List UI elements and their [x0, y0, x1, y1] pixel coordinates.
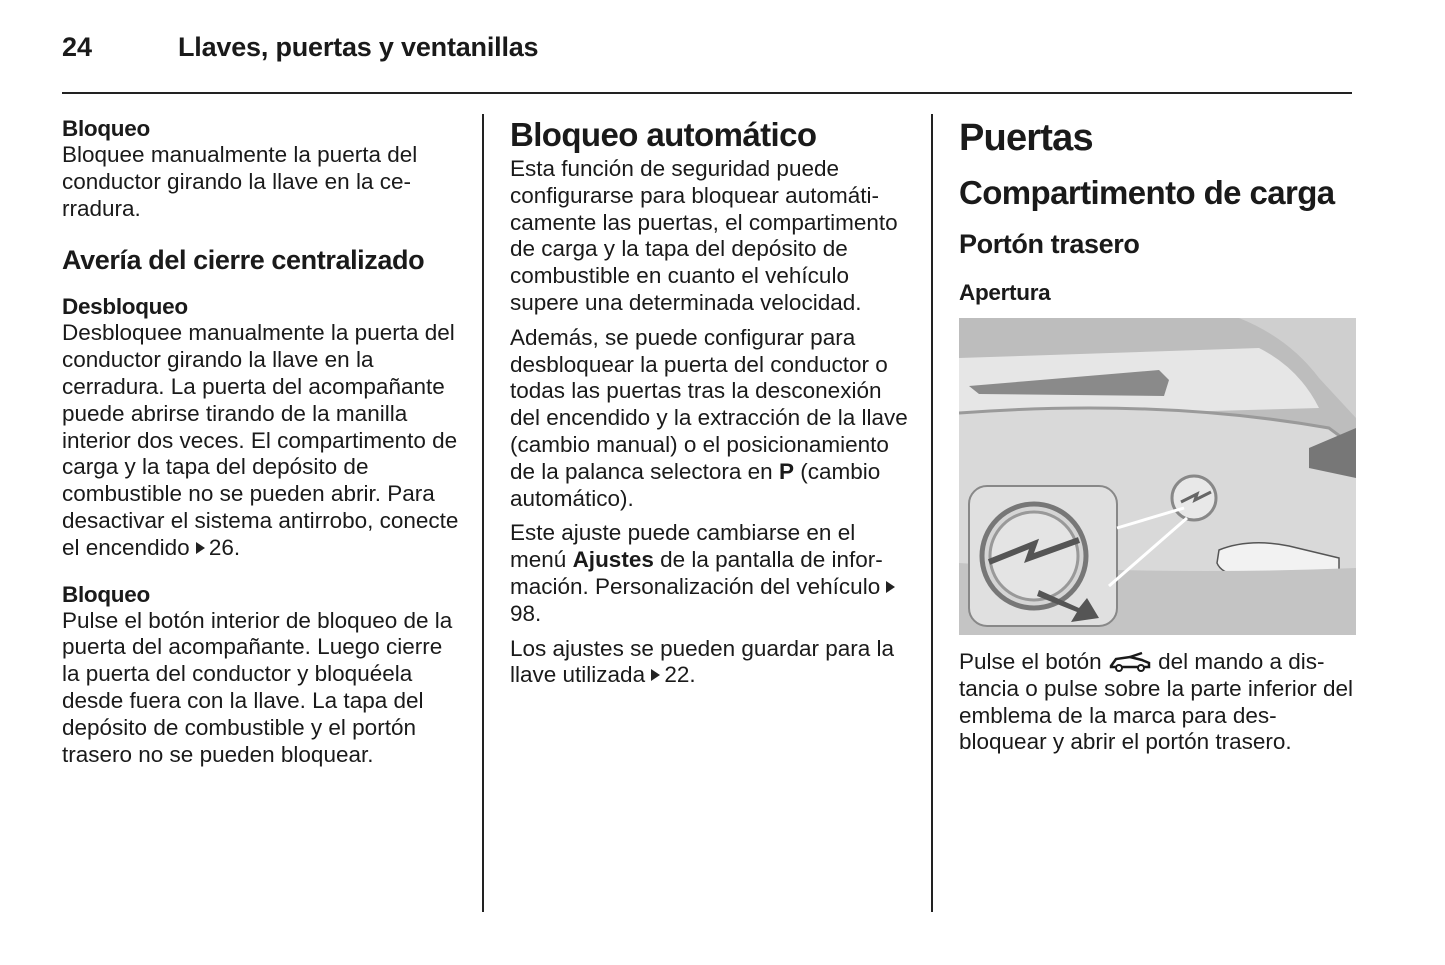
tailgate-illustration: [959, 318, 1356, 635]
opening-label: Apertura: [959, 280, 1051, 305]
fault-heading: Avería del cierre centralizado: [62, 245, 425, 276]
paragraph-text: Este ajuste puede cambiarse en el menú: [510, 520, 856, 573]
page-header: [62, 30, 1352, 94]
unlock-text: Desbloquee manualmente la puerta del conductor girando la llave en la cerradura. La puerta del acompañante puede abrirse tirando de la manilla interior dos veces. El compartimento de carga y la tapa del depósito de combustible no se pueden abrir. Para desactivar el sistema antirrobo, conecte el encendido: [62, 320, 459, 560]
triangle-arrow-icon: [651, 669, 660, 681]
brand-emblem: [1172, 476, 1216, 520]
triangle-arrow-icon: [886, 581, 895, 593]
column-left: [62, 116, 462, 768]
lock-label: Bloqueo: [62, 116, 150, 141]
cargo-heading: Compartimento de carga: [959, 174, 1335, 211]
lock-paragraph: Bloquee manualmente la puerta del conductor girando la llave en la cerradura.: [62, 142, 418, 221]
section-title: Llaves, puertas y ventanillas: [178, 32, 539, 62]
page-number: 24: [62, 32, 93, 62]
settings-paragraph: [510, 520, 910, 627]
paragraph-text: (cambio automático).: [510, 458, 881, 511]
settings-menu-label: Ajustes: [572, 547, 654, 573]
column-divider: [931, 114, 933, 912]
unlock-paragraph: [62, 320, 462, 561]
paragraph-text: de la pantalla de información. Personalización del vehículo: [510, 547, 883, 599]
page-reference[interactable]: 98.: [510, 600, 542, 626]
tailgate-caption: [959, 649, 1354, 756]
auto-unlock-paragraph: [510, 325, 910, 513]
page-reference[interactable]: 26.: [208, 534, 241, 560]
column-right: [959, 116, 1354, 756]
caption-text: Pulse el botón: [959, 649, 1102, 674]
tailgate-heading: Portón trasero: [959, 229, 1140, 259]
column-middle: [510, 116, 910, 689]
gear-p-label: P: [778, 458, 794, 484]
lock-paragraph: Pulse el botón interior de bloqueo de la puerta del acompañante. Luego cierre la puerta del conductor y bloquéela desde fuera con la llave. La tapa del depósito de combustible y el portón trasero no se pueden bloquear.: [62, 607, 453, 767]
doors-heading: Puertas: [959, 117, 1093, 159]
paragraph-text: Además, se puede configurar para desbloquear la puerta del conductor o todas las puertas tras la desconexión del encendido y la extracción de la llave (cambio manual) o el posicionamiento de la palanca selectora en: [510, 324, 908, 484]
triangle-arrow-icon: [196, 542, 205, 554]
auto-lock-heading: Bloqueo automático: [510, 116, 817, 153]
save-settings-paragraph: [510, 636, 910, 690]
auto-lock-paragraph: Esta función de seguridad puede configurarse para bloquear automáticamente las puertas, el compartimento de carga y la tapa del depósito de combustible en cuanto el vehículo supere una determinada velocidad.: [510, 156, 898, 315]
column-divider: [482, 114, 484, 912]
paragraph-text: Los ajustes se pueden guardar para la llave utilizada: [510, 635, 895, 688]
caption-text: del mando a distancia o pulse sobre la parte inferior del emblema de la marca para desbloquear y abrir el portón trasero.: [959, 649, 1353, 755]
car-tailgate-icon: [1108, 651, 1152, 673]
unlock-label: Desbloqueo: [62, 294, 188, 320]
lock-label: Bloqueo: [62, 581, 150, 607]
page-reference[interactable]: 22.: [664, 662, 696, 688]
